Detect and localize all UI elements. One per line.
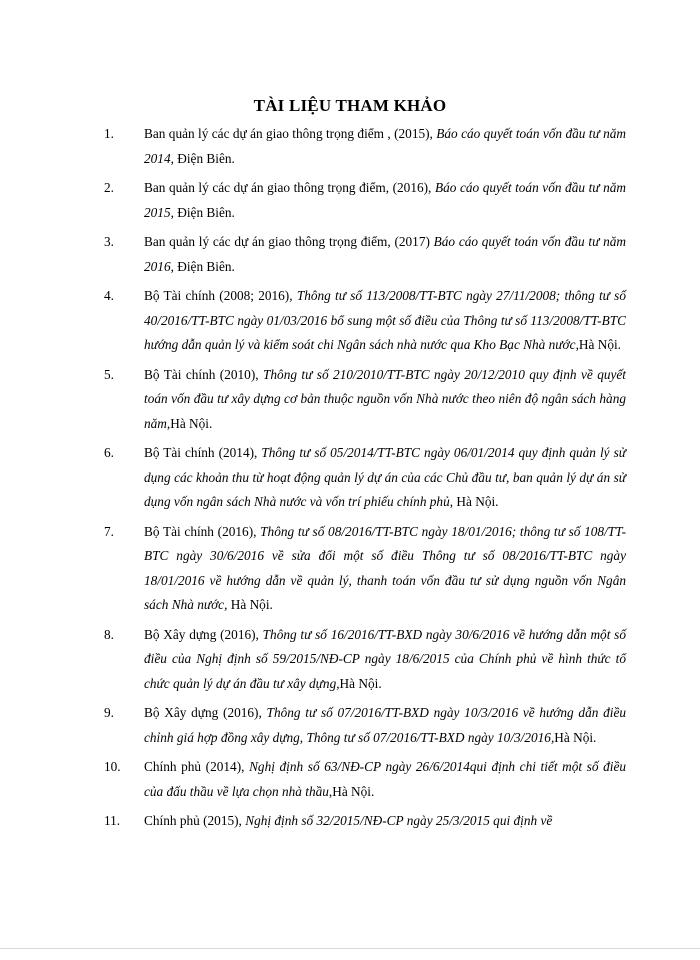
- reference-tail: ,Hà Nội.: [166, 415, 213, 431]
- reference-number: 8.: [104, 626, 114, 642]
- reference-tail: ,Hà Nội.: [328, 783, 375, 799]
- reference-number: 6.: [104, 445, 114, 460]
- reference-number: 5.: [104, 366, 114, 382]
- reference-tail: , Điện Biên.: [170, 204, 235, 220]
- page-title: TÀI LIỆU THAM KHẢO: [253, 96, 447, 115]
- reference-number: 3.: [104, 234, 114, 249]
- reference-author: Chính phủ (2015),: [144, 813, 246, 828]
- reference-item: [104, 701, 626, 750]
- reference-item: [104, 809, 626, 834]
- reference-author: Bộ Tài chính (2016),: [144, 523, 261, 539]
- reference-item: [104, 363, 626, 437]
- reference-tail: , Hà Nội.: [224, 597, 273, 612]
- reference-tail: , Điện Biên.: [170, 258, 235, 274]
- reference-title: Thông tư số 16/2016/TT-BXD ngày 30/6/2016 về hướng dẫn một số điều của Nghị định số 59/2015/NĐ-CP ngày 18/6/2015 của Chính phủ về hình thức tổ chức quản lý dự án đầu tư xây dựng: [144, 626, 626, 691]
- reference-title: Thông tư số 113/2008/TT-BTC ngày 27/11/2008; thông tư số 40/2016/TT-BTC ngày 01/03/2016 bổ sung một số điều của Thông tư số 113/2008/TT-BTC hướng dẫn quản lý và kiểm soát chi Ngân sách nhà nước qua Kho Bạc Nhà nước: [144, 288, 626, 352]
- reference-item: [104, 176, 626, 225]
- reference-title: Báo cáo quyết toán vốn đầu tư năm 2016: [144, 234, 626, 274]
- reference-item: [104, 520, 626, 618]
- reference-item: [104, 230, 626, 279]
- reference-title: Thông tư số 07/2016/TT-BXD ngày 10/3/2016 về hướng dẫn điều chỉnh giá hợp đồng xây dựng, Thông tư số 07/2016/TT-BXD ngày 10/3/2016,: [144, 705, 626, 745]
- reference-author: Ban quản lý các dự án giao thông trọng điểm , (2015),: [144, 126, 437, 141]
- reference-title: Báo cáo quyết toán vốn đầu tư năm 2015: [144, 180, 626, 220]
- reference-number: 7.: [104, 523, 114, 539]
- reference-author: Chính phủ (2014),: [144, 759, 250, 774]
- reference-number: 2.: [104, 180, 114, 195]
- reference-number: 10.: [104, 759, 121, 774]
- reference-author: Bộ Tài chính (2014),: [144, 445, 262, 460]
- page-bottom-divider: [0, 948, 700, 949]
- reference-list: [104, 118, 626, 839]
- reference-item: [104, 623, 626, 697]
- reference-title: Thông tư số 08/2016/TT-BTC ngày 18/01/2016; thông tư số 108/TT-BTC ngày 30/6/2016 về sửa đổi một số điều Thông tư số 08/2016/TT-BTC ngày 18/01/2016 về hướng dẫn về quản lý, thanh toán vốn đầu tư sử dụng nguồn vốn Ngân sách Nhà nước: [144, 523, 626, 612]
- reference-title: Báo cáo quyết toán vốn đầu tư năm 2014: [144, 126, 626, 166]
- reference-number: 1.: [104, 126, 114, 141]
- reference-author: Bộ Xây dựng (2016),: [144, 626, 263, 642]
- reference-author: Bộ Tài chính (2010),: [144, 366, 264, 382]
- reference-number: 11.: [104, 813, 121, 828]
- reference-author: Ban quản lý các dự án giao thông trọng điểm, (2017): [144, 234, 434, 249]
- reference-author: Bộ Tài chính (2008; 2016),: [144, 288, 297, 303]
- reference-author: Ban quản lý các dự án giao thông trọng điểm, (2016),: [144, 180, 435, 195]
- reference-title: Nghị định số 63/NĐ-CP ngày 26/6/2014qui định chi tiết một số điều của đấu thầu về lựa chọn nhà thầu: [144, 759, 627, 799]
- reference-item: [104, 755, 626, 804]
- reference-item: [104, 122, 626, 171]
- reference-title: Nghị định số 32/2015/NĐ-CP ngày 25/3/2015 qui định về: [245, 813, 553, 828]
- reference-item: [104, 284, 626, 358]
- reference-number: 4.: [104, 288, 114, 303]
- reference-tail: , Hà Nội.: [449, 494, 499, 509]
- reference-title: Thông tư số 210/2010/TT-BTC ngày 20/12/2010 quy định về quyết toán vốn đầu tư xây dựng cơ bản thuộc nguồn vốn Nhà nước theo niên độ ngân sách hàng năm: [144, 366, 626, 431]
- reference-number: 9.: [104, 705, 114, 720]
- reference-tail: Hà Nội.: [554, 729, 597, 745]
- reference-tail: , Điện Biên.: [170, 150, 235, 166]
- reference-tail: ,Hà Nội.: [575, 337, 621, 352]
- reference-tail: ,Hà Nội.: [336, 675, 382, 691]
- reference-title: Thông tư số 05/2014/TT-BTC ngày 06/01/2014 quy định quản lý sử dụng các khoản thu từ hoạt động quản lý dự án của các Chủ đầu tư, ban quản lý dự án sử dụng vốn ngân sách Nhà nước và vốn trí phiếu chính phủ: [144, 445, 626, 509]
- reference-item: [104, 441, 626, 515]
- reference-author: Bộ Xây dựng (2016),: [144, 705, 267, 720]
